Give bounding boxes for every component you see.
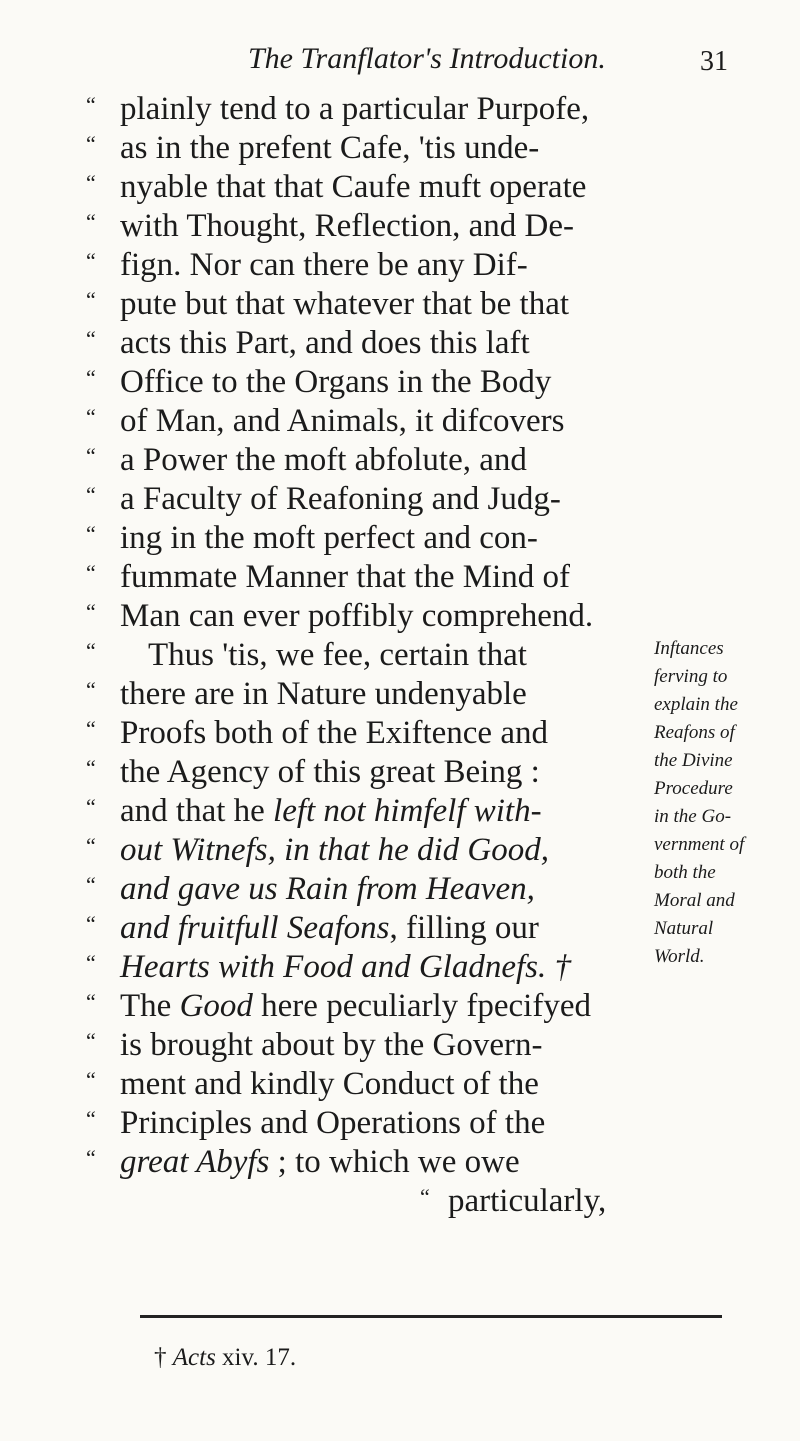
line-text: and fruitfull Seafons, filling our: [120, 910, 539, 946]
quote-mark: “: [86, 599, 96, 624]
text-line: [0, 478, 800, 520]
quote-mark: “: [86, 794, 96, 819]
quote-mark: “: [86, 482, 96, 507]
line-text: pute but that whatever that be that: [120, 286, 570, 322]
quote-mark: “: [86, 170, 96, 195]
quote-mark: “: [86, 92, 96, 117]
text-line: [0, 322, 800, 364]
line-text: as in the prefent Cafe, 'tis unde-: [120, 130, 540, 166]
quote-mark: “: [86, 755, 96, 780]
line-text: and gave us Rain from Heaven,: [120, 871, 535, 907]
quote-mark: “: [86, 833, 96, 858]
quote-mark: “: [86, 287, 96, 312]
line-text: ment and kindly Conduct of the: [120, 1066, 539, 1102]
text-line: [0, 400, 800, 442]
quote-mark: “: [86, 716, 96, 741]
line-text: ing in the moft perfect and con-: [120, 520, 538, 556]
line-text: a Power the moft abfolute, and: [120, 442, 527, 478]
line-text: nyable that that Caufe muft operate: [120, 169, 587, 205]
quote-mark: “: [86, 365, 96, 390]
quote-mark: “: [86, 911, 96, 936]
page-number: 31: [700, 46, 728, 77]
margin-note-line: in the Go-: [654, 806, 732, 827]
quote-mark: “: [86, 443, 96, 468]
line-text: is brought about by the Govern-: [120, 1027, 543, 1063]
quote-mark: “: [86, 872, 96, 897]
footnote: † Acts xiv. 17.: [154, 1344, 297, 1371]
line-text: Thus 'tis, we fee, certain that: [148, 637, 527, 673]
quote-mark: “: [86, 638, 96, 663]
text-line: [0, 985, 800, 1027]
line-text: plainly tend to a particular Purpofe,: [120, 91, 590, 127]
footnote-rule: [140, 1315, 722, 1318]
line-text: Proofs both of the Exiftence and: [120, 715, 548, 751]
line-text: the Agency of this great Being :: [120, 754, 540, 790]
margin-note-line: the Divine: [654, 750, 733, 771]
catchword: particularly,: [448, 1183, 607, 1219]
margin-note-line: World.: [654, 946, 705, 967]
quote-mark: “: [420, 1184, 430, 1209]
text-line: [0, 127, 800, 169]
quote-mark: “: [86, 248, 96, 273]
quote-mark: “: [86, 1145, 96, 1170]
margin-note-line: explain the: [654, 694, 738, 715]
quote-mark: “: [86, 950, 96, 975]
italic-word: Good: [179, 988, 253, 1024]
margin-note-line: Reafons of: [654, 722, 735, 743]
line-text: acts this Part, and does this laft: [120, 325, 530, 361]
text-line: [0, 595, 800, 637]
italic-phrase: left not himfelf with-: [273, 793, 542, 829]
text-line: [0, 205, 800, 247]
text-line: [0, 244, 800, 286]
line-text: out Witnefs, in that he did Good,: [120, 832, 549, 868]
text-line: [0, 439, 800, 481]
text-line: [0, 88, 800, 130]
margin-note-line: Inftances: [654, 638, 724, 659]
italic-phrase: great Abyfs: [120, 1144, 270, 1180]
quote-mark: “: [86, 521, 96, 546]
margin-note-line: Moral and: [654, 890, 735, 911]
quote-mark: “: [86, 989, 96, 1014]
margin-note-line: ferving to: [654, 666, 728, 687]
line-text: fign. Nor can there be any Dif-: [120, 247, 528, 283]
quote-mark: “: [86, 404, 96, 429]
line-text: fummate Manner that the Mind of: [120, 559, 570, 595]
footnote-book: Acts: [172, 1344, 216, 1371]
text-line: [0, 556, 800, 598]
quote-mark: “: [86, 1028, 96, 1053]
line-text: Office to the Organs in the Body: [120, 364, 552, 400]
line-text: with Thought, Reflection, and De-: [120, 208, 574, 244]
text-line: [0, 517, 800, 559]
line-text: The Good here peculiarly fpecifyed: [120, 988, 591, 1024]
text-line: [0, 166, 800, 208]
quote-mark: “: [86, 560, 96, 585]
text-line: [0, 1102, 800, 1144]
running-title: The Tranflator's Introduction.: [248, 42, 606, 75]
text-line: [0, 1063, 800, 1105]
text-line: [0, 1024, 800, 1066]
italic-phrase: and fruitfull Seafons: [120, 910, 390, 946]
line-text: great Abyfs ; to which we owe: [120, 1144, 520, 1180]
line-text: Hearts with Food and Gladnefs. †: [120, 949, 571, 985]
margin-note-line: vernment of: [654, 834, 745, 855]
margin-note-line: Procedure: [654, 778, 733, 799]
margin-note-line: both the: [654, 862, 716, 883]
text-line: [0, 283, 800, 325]
line-text: there are in Nature undenyable: [120, 676, 527, 712]
line-text: a Faculty of Reafoning and Judg-: [120, 481, 561, 517]
margin-note-line: Natural: [654, 918, 714, 939]
quote-mark: “: [86, 326, 96, 351]
line-text: and that he left not himfelf with-: [120, 793, 542, 829]
text-line: [0, 1141, 800, 1183]
quote-mark: “: [86, 209, 96, 234]
line-text: of Man, and Animals, it difcovers: [120, 403, 565, 439]
quote-mark: “: [86, 131, 96, 156]
catchword-line: [0, 1180, 800, 1222]
quote-mark: “: [86, 1106, 96, 1131]
text-line: [0, 361, 800, 403]
line-text: Man can ever poffibly comprehend.: [120, 598, 594, 634]
quote-mark: “: [86, 677, 96, 702]
quote-mark: “: [86, 1067, 96, 1092]
line-text: Principles and Operations of the: [120, 1105, 546, 1141]
